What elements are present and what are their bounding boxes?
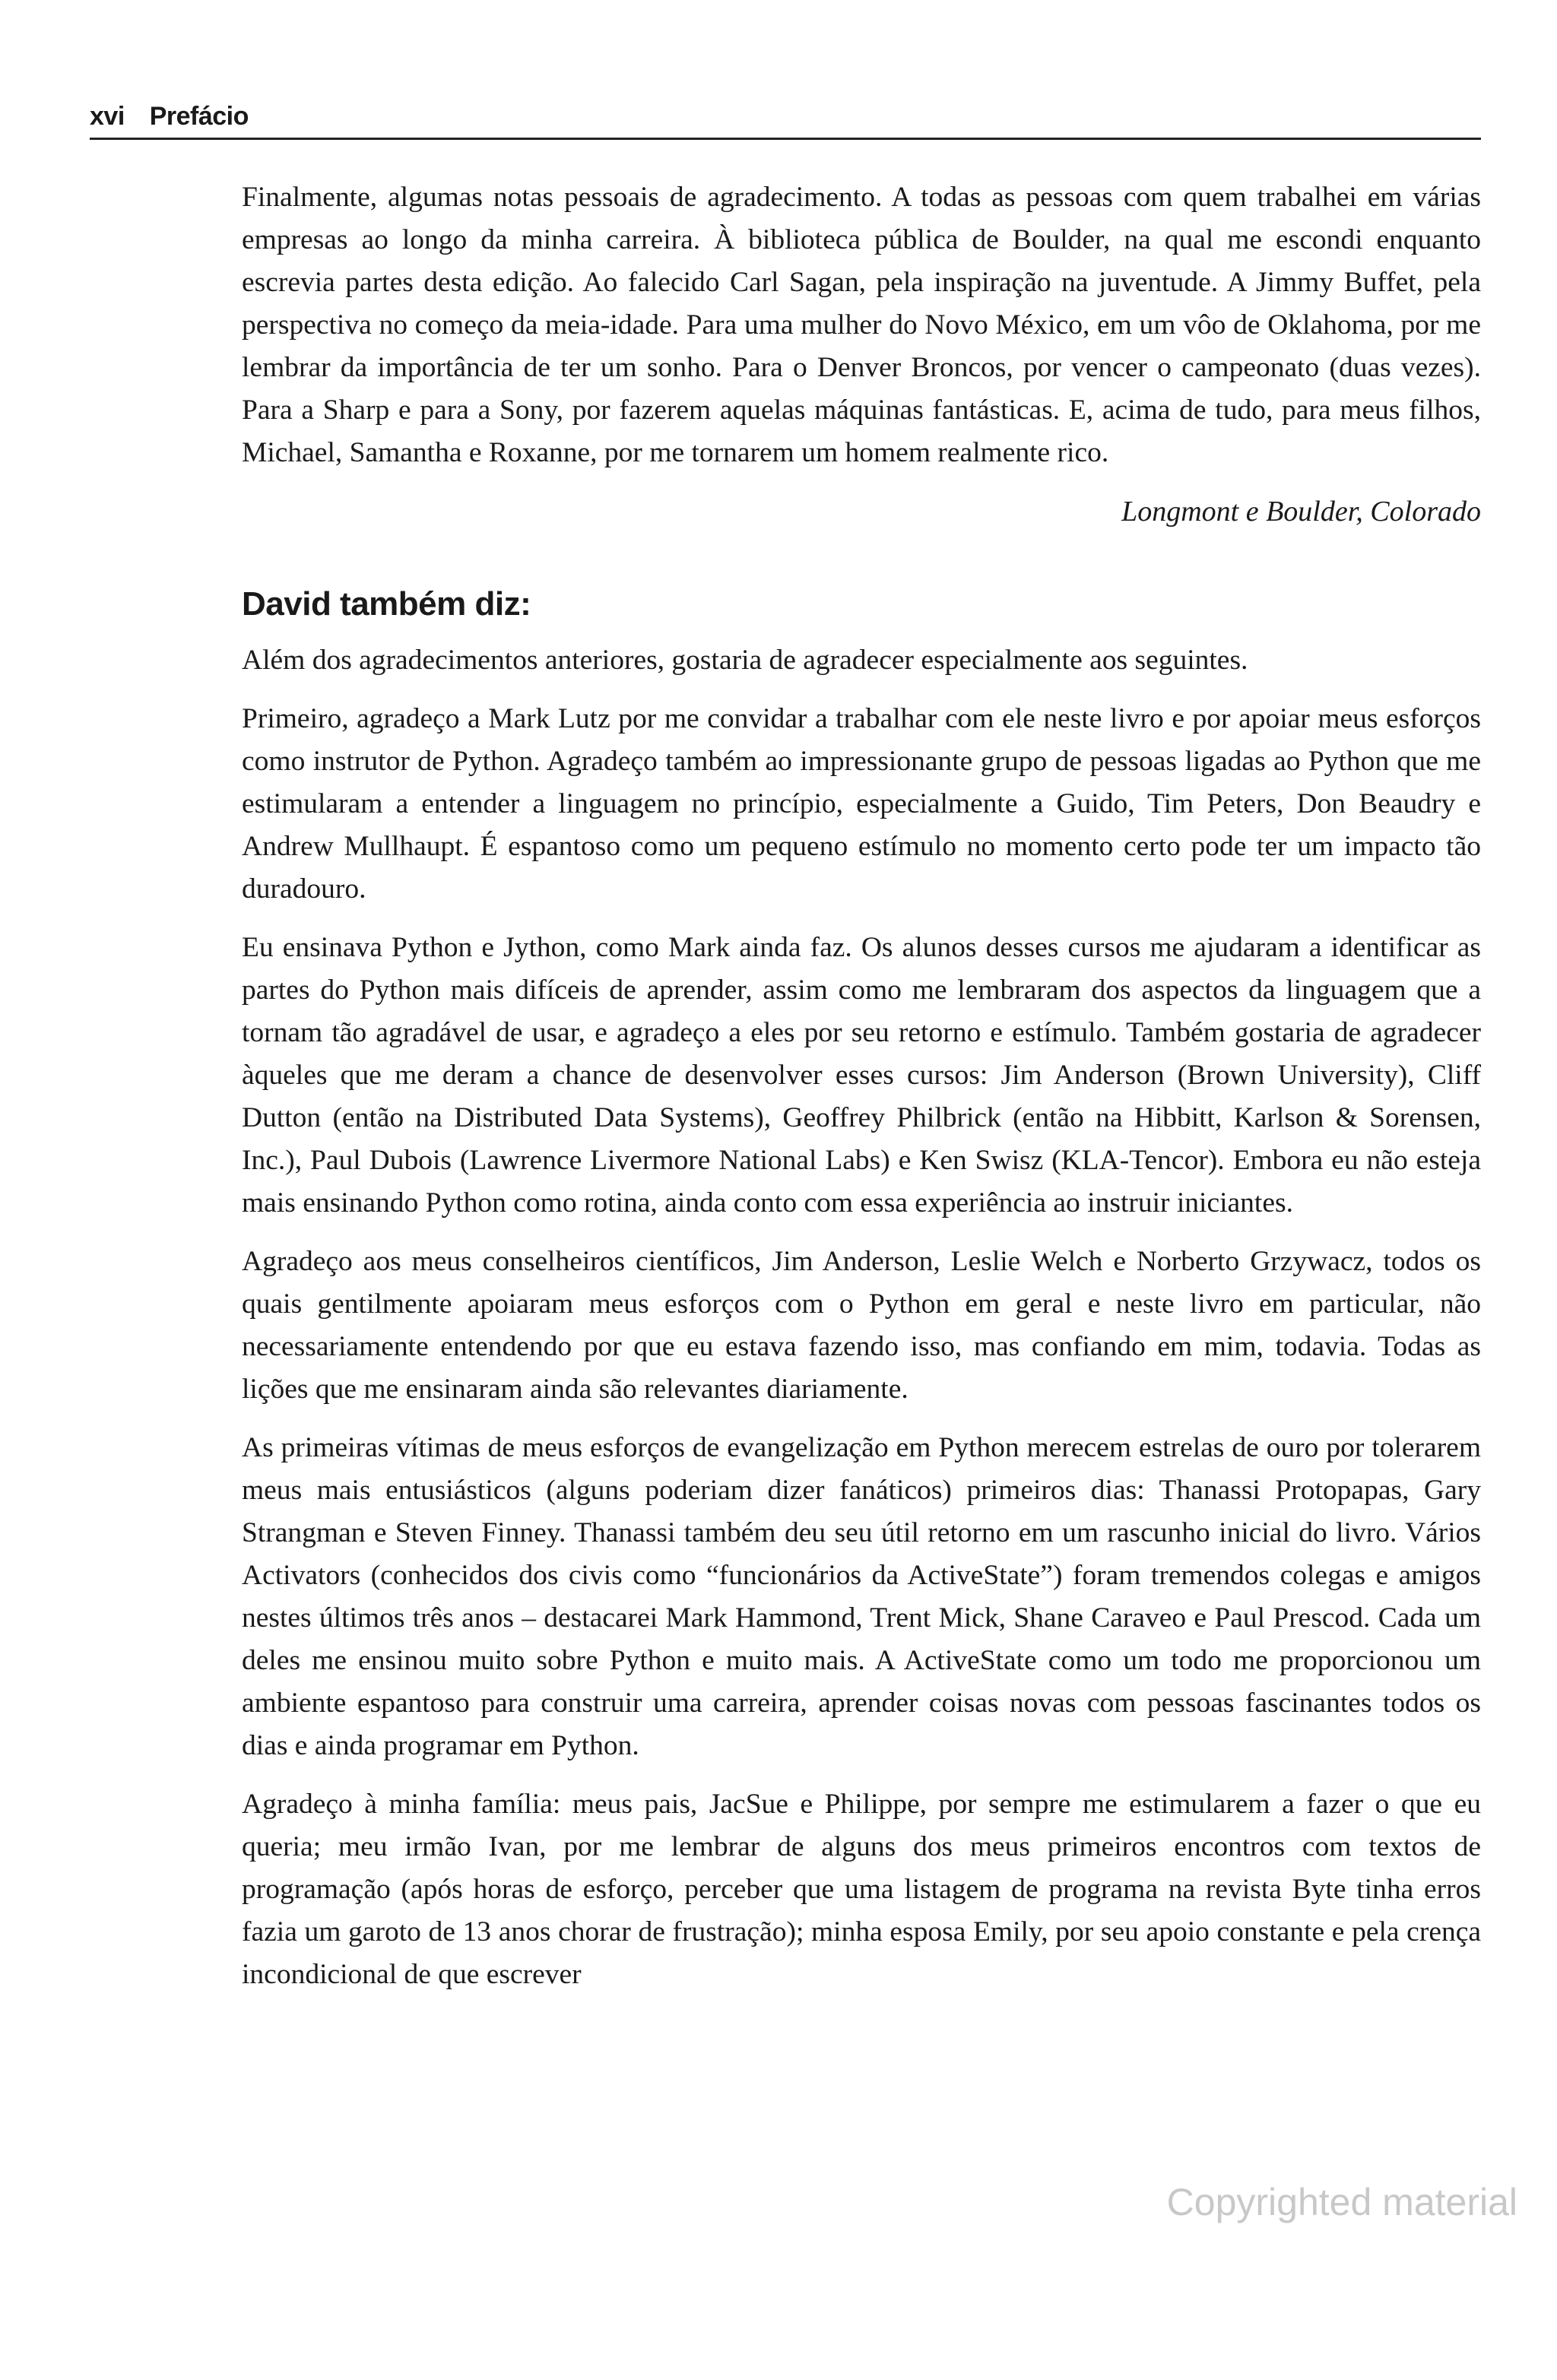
body-paragraph: Primeiro, agradeço a Mark Lutz por me convidar a trabalhar com ele neste livro e por apoiar meus esforços como instrutor de Python. Agradeço também ao impressionante grupo de pessoas ligadas ao Python que me estimularam a entender a linguagem no princípio, especialmente a Guido, Tim Peters, Don Beaudry e Andrew Mullhaupt. É espantoso como um pequeno estímulo no momento certo pode ter um impacto tão duradouro. [242,703,1481,905]
body-paragraph: Agradeço aos meus conselheiros científicos, Jim Anderson, Leslie Welch e Norberto Grzywacz, todos os quais gentilmente apoiaram meus esforços com o Python em geral e neste livro em particular, não necessariamente entendendo por que eu estava fazendo isso, mas confiando em mim, todavia. Todas as lições que me ensinaram ainda são relevantes diariamente. [242,1246,1481,1405]
section-heading: David também diz: [242,585,531,623]
copyright-watermark: Copyrighted material [1166,2181,1517,2223]
body-paragraph: As primeiras vítimas de meus esforços de evangelização em Python merecem estrelas de ouro por tolerarem meus mais entusiásticos (alguns poderiam dizer fanáticos) primeiros dias: Thanassi Protopapas, Gary Strangman e Steven Finney. Thanassi também deu seu útil retorno em um rascunho inicial do livro. Vários Activators (conhecidos dos civis como “funcionários da ActiveState”) foram tremendos colegas e amigos nestes últimos três anos – destacarei Mark Hammond, Trent Mick, Shane Caraveo e Paul Prescod. Cada um deles me ensinou muito sobre Python e muito mais. A ActiveState como um todo me proporcionou um ambiente espantoso para construir uma carreira, aprender coisas novas com pessoas fascinantes todos os dias e ainda programar em Python. [242,1432,1481,1761]
running-head [90,102,1481,140]
intro-paragraph: Finalmente, algumas notas pessoais de agradecimento. A todas as pessoas com quem trabalhei em várias empresas ao longo da minha carreira. À biblioteca pública de Boulder, na qual me escondi enquanto escrevia partes desta edição. Ao falecido Carl Sagan, pela inspiração na juventude. A Jimmy Buffet, pela perspectiva no começo da meia-idade. Para uma mulher do Novo México, em um vôo de Oklahoma, por me lembrar da importância de ter um sonho. Para o Denver Broncos, por vencer o campeonato (duas vezes). Para a Sharp e para a Sony, por fazerem aquelas máquinas fantásticas. E, acima de tudo, para meus filhos, Michael, Samantha e Roxanne, por me tornarem um homem realmente rico. [242,182,1481,468]
page-body [242,176,1481,2012]
signature-place: Longmont e Boulder, Colorado [1121,496,1481,528]
running-head-title: Prefácio [149,102,249,131]
page-number: xvi [90,102,125,131]
body-paragraph: Eu ensinava Python e Jython, como Mark ainda faz. Os alunos desses cursos me ajudaram a identificar as partes do Python mais difíceis de aprender, assim como me lembraram dos aspectos da linguagem que a tornam tão agradável de usar, e agradeço a eles por seu retorno e estímulo. Também gostaria de agradecer àqueles que me deram a chance de desenvolver esses cursos: Jim Anderson (Brown University), Cliff Dutton (então na Distributed Data Systems), Geoffrey Philbrick (então na Hibbitt, Karlson & Sorensen, Inc.), Paul Dubois (Lawrence Livermore National Labs) e Ken Swisz (KLA-Tencor). Embora eu não esteja mais ensinando Python como rotina, ainda conto com essa experiência ao instruir iniciantes. [242,932,1481,1219]
body-paragraph: Além dos agradecimentos anteriores, gostaria de agradecer especialmente aos seguintes. [242,645,1248,676]
body-paragraph: Agradeço à minha família: meus pais, JacSue e Philippe, por sempre me estimularem a fazer o que eu queria; meu irmão Ivan, por me lembrar de alguns dos meus primeiros encontros com textos de programação (após horas de esforço, perceber que uma listagem de programa na revista Byte tinha erros fazia um garoto de 13 anos chorar de frustração); minha esposa Emily, por seu apoio constante e pela crença incondicional de que escrever [242,1789,1481,1990]
